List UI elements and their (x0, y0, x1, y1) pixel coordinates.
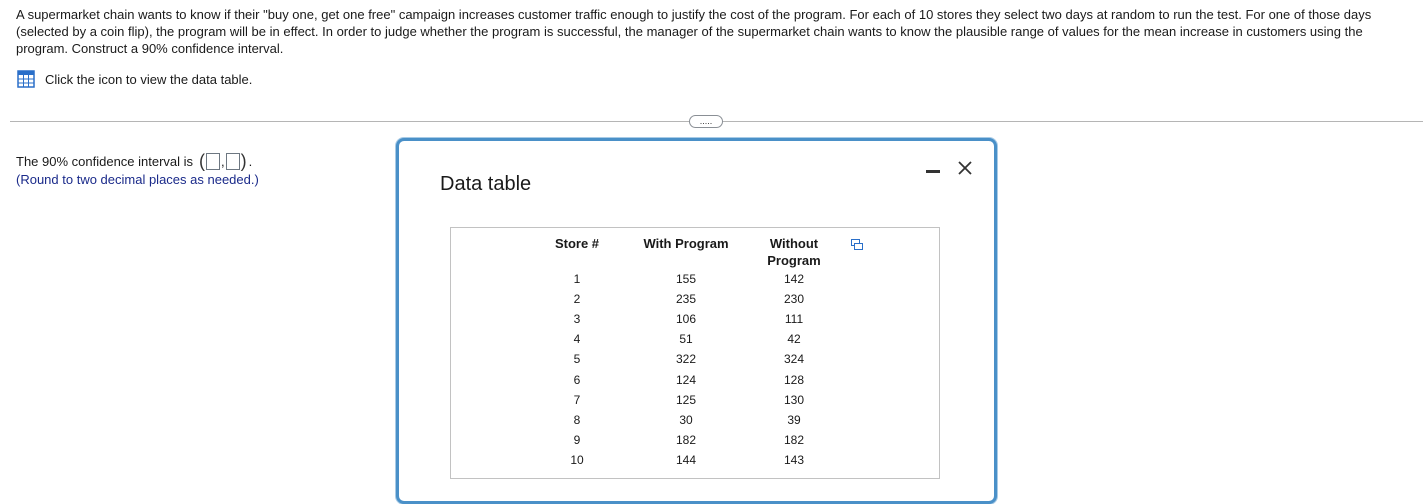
cell-store: 7 (573, 392, 581, 407)
cell-store: 10 (570, 452, 584, 467)
upper-bound-input[interactable] (226, 153, 240, 170)
cell-without-program: 39 (787, 412, 801, 427)
cell-with-program: 124 (675, 372, 697, 387)
open-paren: ( (199, 151, 206, 171)
data-table (450, 227, 940, 479)
cell-with-program: 235 (675, 292, 697, 307)
minimize-icon[interactable] (926, 164, 940, 178)
cell-without-program: 324 (783, 352, 805, 367)
close-icon[interactable] (956, 159, 974, 177)
answer-prefix: The 90% confidence interval is (16, 153, 194, 169)
cell-store: 2 (573, 292, 581, 307)
view-data-label[interactable]: Click the icon to view the data table. (45, 71, 253, 87)
cell-without-program: 182 (783, 432, 805, 447)
cell-without-program: 111 (784, 312, 804, 327)
cell-without-program: 142 (783, 272, 805, 286)
column-header-without-program: Without Program (767, 236, 821, 268)
cell-without-program: 143 (783, 452, 805, 467)
cell-without-program: 128 (783, 372, 805, 387)
column-header-with-program: With Program (643, 236, 729, 251)
cell-with-program: 125 (675, 392, 697, 407)
table-row (451, 433, 939, 453)
cell-without-program: 230 (783, 292, 805, 307)
answer-line (16, 152, 252, 170)
cell-store: 4 (573, 332, 581, 347)
cell-store: 5 (573, 352, 581, 367)
cell-without-program: 130 (783, 392, 805, 407)
copy-icon[interactable] (851, 239, 863, 251)
cell-with-program: 51 (679, 332, 693, 347)
period: . (248, 153, 253, 169)
lower-bound-input[interactable] (206, 153, 220, 170)
table-row (451, 413, 939, 433)
view-data-row (17, 70, 252, 88)
cell-with-program: 182 (675, 432, 697, 447)
separator-comma: , (221, 153, 225, 169)
cell-store: 3 (573, 312, 581, 327)
table-row (451, 332, 939, 352)
close-paren: ) (240, 151, 247, 171)
question-text: A supermarket chain wants to know if their "buy one, get one free" campaign increases customer traffic enough to justify the cost of the program. For each of 10 stores they select two days at random to run the test. For one of those days (selected by a coin flip), the program will be in effect. In order to judge whether the program is successful, the manager of the supermarket chain wants to know the plausible range of values for the mean increase in customers using the program. Construct a 90% confidence interval. (16, 7, 1372, 56)
cell-with-program: 144 (675, 452, 697, 467)
cell-with-program: 30 (679, 412, 693, 427)
table-row (451, 292, 939, 312)
modal-title: Data table (440, 173, 532, 195)
more-button[interactable]: ..... (689, 115, 723, 128)
data-table-modal (396, 138, 997, 504)
table-row (451, 352, 939, 372)
cell-with-program: 106 (675, 312, 697, 327)
cell-with-program: 155 (675, 272, 697, 286)
table-icon[interactable] (17, 70, 35, 88)
rounding-hint: (Round to two decimal places as needed.) (16, 172, 259, 187)
cell-store: 9 (573, 432, 581, 447)
table-row (451, 393, 939, 413)
cell-without-program: 42 (787, 332, 801, 347)
cell-with-program: 322 (675, 352, 697, 367)
table-row (451, 312, 939, 332)
table-row (451, 373, 939, 393)
cell-store: 8 (573, 412, 581, 427)
column-header-store: Store # (554, 236, 600, 251)
table-row (451, 272, 939, 292)
cell-store: 1 (573, 272, 581, 286)
cell-store: 6 (573, 372, 581, 387)
table-row (451, 453, 939, 473)
